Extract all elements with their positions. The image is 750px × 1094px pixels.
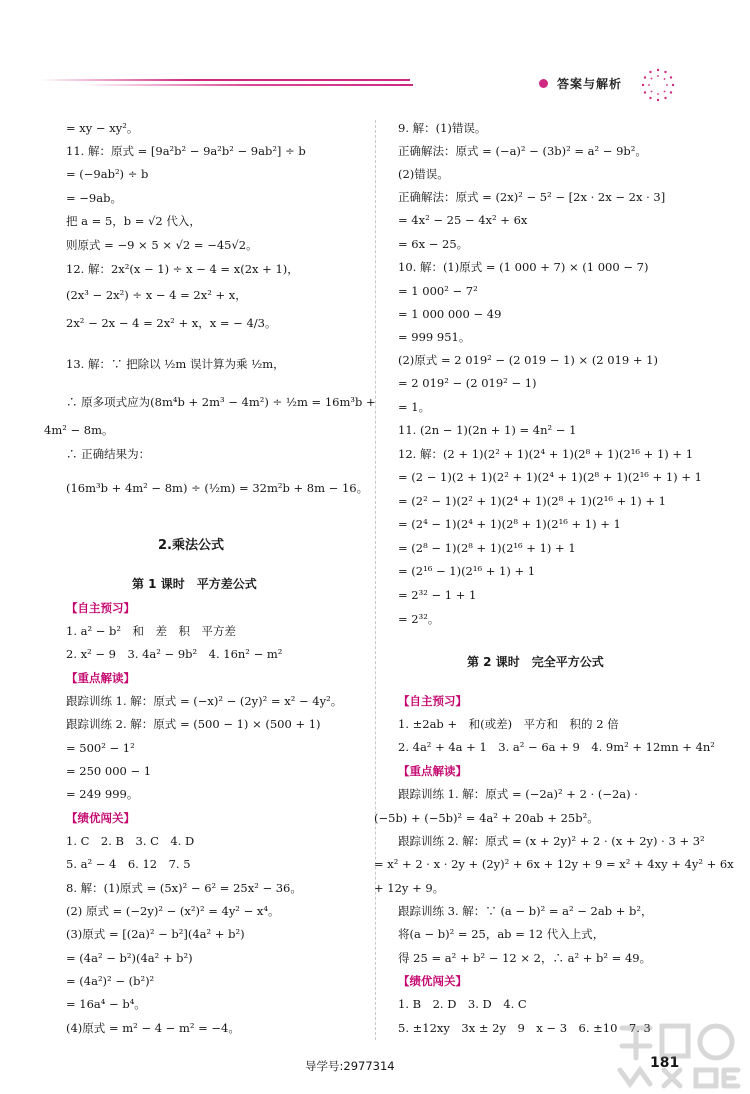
text-line: = x² + 2 · x · 2y + (2y)² + 6x + 12y + 9 = x² + 4xy + 4y² + 6x xyxy=(374,857,734,871)
text-line: = 2³² − 1 + 1 xyxy=(398,588,477,602)
text-line: + 12y + 9。 xyxy=(374,881,445,895)
text-line: = (−9ab²) ÷ b xyxy=(66,167,149,181)
section-tag: 【重点解读】 xyxy=(66,671,135,685)
text-line: 5. a² − 4 6. 12 7. 5 xyxy=(66,857,191,871)
text-line: 10. 解：(1)原式 = (1 000 + 7) × (1 000 − 7) xyxy=(398,260,649,274)
column-divider xyxy=(375,120,376,1040)
text-line: = (2² − 1)(2² + 1)(2⁴ + 1)(2⁸ + 1)(2¹⁶ + 1) + 1 xyxy=(398,494,666,508)
text-line: = (4a² − b²)(4a² + b²) xyxy=(66,951,193,965)
header-dot-icon xyxy=(539,79,548,88)
text-line: = 500² − 1² xyxy=(66,741,135,755)
lesson-title: 第 2 课时 完全平方公式 xyxy=(467,655,604,669)
text-line: = 16a⁴ − b⁴。 xyxy=(66,997,146,1011)
section-tag: 【自主预习】 xyxy=(66,601,135,615)
text-line: = 999 951。 xyxy=(398,330,471,344)
text-line: 1. a² − b² 和 差 积 平方差 xyxy=(66,624,237,638)
text-line: (2)错误。 xyxy=(398,167,449,181)
section-tag: 【重点解读】 xyxy=(398,764,467,778)
watermark-logo-icon xyxy=(612,1018,742,1090)
text-line: 12. 解：2x²(x − 1) ÷ x − 4 = x(2x + 1)， xyxy=(66,262,299,276)
text-line: = (4a²)² − (b²)² xyxy=(66,974,155,988)
header-decor-lines xyxy=(40,79,410,88)
text-line: 9. 解：(1)错误。 xyxy=(398,121,487,135)
text-line: 2. 4a² + 4a + 1 3. a² − 6a + 9 4. 9m² + 12mn + 4n² xyxy=(398,740,715,754)
lesson-title: 第 1 课时 平方差公式 xyxy=(132,577,257,591)
text-line: 1. ±2ab + 和(或差) 平方和 积的 2 倍 xyxy=(398,717,619,731)
text-line: = (2⁸ − 1)(2⁸ + 1)(2¹⁶ + 1) + 1 xyxy=(398,541,576,555)
text-line: 11. (2n − 1)(2n + 1) = 4n² − 1 xyxy=(398,423,577,437)
text-line: 8. 解：(1)原式 = (5x)² − 6² = 25x² − 36。 xyxy=(66,881,302,895)
text-line: = 1。 xyxy=(398,400,431,414)
text-line: (16m³b + 4m² − 8m) ÷ (½m) = 32m²b + 8m − 16。 xyxy=(66,481,369,495)
text-line: 2. x² − 9 3. 4a² − 9b² 4. 16n² − m² xyxy=(66,647,283,661)
section-tag: 【绩优闯关】 xyxy=(66,811,135,825)
text-line: 2x² − 2x − 4 = 2x² + x，x = − 4/3。 xyxy=(66,316,277,330)
text-line: (2)原式 = 2 019² − (2 019 − 1) × (2 019 + 1) xyxy=(398,353,658,367)
text-line: = 2³²。 xyxy=(398,612,440,626)
header-title: 答案与解析 xyxy=(557,77,623,91)
text-line: 跟踪训练 3. 解：∵ (a − b)² = a² − 2ab + b²， xyxy=(398,904,653,918)
text-line: = 2 019² − (2 019² − 1) xyxy=(398,376,537,390)
dotted-ring-icon xyxy=(640,67,676,103)
text-line: 跟踪训练 2. 解：原式 = (500 − 1) × (500 + 1) xyxy=(66,717,321,731)
text-line: = −9ab。 xyxy=(66,191,122,205)
text-line: = (2⁴ − 1)(2⁴ + 1)(2⁸ + 1)(2¹⁶ + 1) + 1 xyxy=(398,517,621,531)
text-line: 则原式 = −9 × 5 × √2 = −45√2。 xyxy=(66,238,258,252)
text-line: ∴ 正确结果为： xyxy=(66,447,151,461)
text-line: 1. C 2. B 3. C 4. D xyxy=(66,834,195,848)
text-line: 跟踪训练 2. 解：原式 = (x + 2y)² + 2 · (x + 2y) · 3 + 3² xyxy=(398,834,705,848)
text-line: 得 25 = a² + b² − 12 × 2，∴ a² + b² = 49。 xyxy=(398,951,652,965)
text-line: = (2 − 1)(2 + 1)(2² + 1)(2⁴ + 1)(2⁸ + 1)(2¹⁶ + 1) + 1 xyxy=(398,470,702,484)
text-line: 将(a − b)² = 25，ab = 12 代入上式， xyxy=(398,927,605,941)
text-line: = 1 000² − 7² xyxy=(398,284,478,298)
text-line: 1. B 2. D 3. D 4. C xyxy=(398,997,527,1011)
text-line: = xy − xy²。 xyxy=(66,121,139,135)
text-line: 把 a = 5，b = √2 代入， xyxy=(66,214,201,228)
text-line: = 249 999。 xyxy=(66,787,139,801)
text-line: = 250 000 − 1 xyxy=(66,764,152,778)
text-line: (2) 原式 = (−2y)² − (x²)² = 4y² − x⁴。 xyxy=(66,904,280,918)
text-line: 13. 解：∵ 把除以 ½m 误计算为乘 ½m， xyxy=(66,357,285,371)
text-line: 跟踪训练 1. 解：原式 = (−x)² − (2y)² = x² − 4y²。 xyxy=(66,694,343,708)
text-line: = 1 000 000 − 49 xyxy=(398,307,502,321)
section-tag: 【绩优闯关】 xyxy=(398,974,467,988)
text-line: (2x³ − 2x²) ÷ x − 4 = 2x² + x， xyxy=(66,288,247,302)
text-line: = 4x² − 25 − 4x² + 6x xyxy=(398,213,528,227)
text-line: 4m² − 8m。 xyxy=(44,423,114,437)
section-title: 2.乘法公式 xyxy=(158,538,224,553)
text-line: 12. 解：(2 + 1)(2² + 1)(2⁴ + 1)(2⁸ + 1)(2¹⁶ + 1) + 1 xyxy=(398,447,694,461)
text-line: (4)原式 = m² − 4 − m² = −4。 xyxy=(66,1021,240,1035)
text-line: (3)原式 = [(2a)² − b²](4a² + b²) xyxy=(66,927,245,941)
footer-code: 导学号:2977314 xyxy=(305,1059,395,1073)
text-line: = (2¹⁶ − 1)(2¹⁶ + 1) + 1 xyxy=(398,564,536,578)
text-line: (−5b) + (−5b)² = 4a² + 20ab + 25b²。 xyxy=(374,811,599,825)
text-line: 跟踪训练 1. 解：原式 = (−2a)² + 2 · (−2a) · xyxy=(398,787,638,801)
page-number: 181 xyxy=(650,1055,680,1071)
text-line: = 6x − 25。 xyxy=(398,237,469,251)
text-line: 正确解法：原式 = (−a)² − (3b)² = a² − 9b²。 xyxy=(398,144,647,158)
text-line: 正确解法：原式 = (2x)² − 5² − [2x · 2x − 2x · 3] xyxy=(398,190,666,204)
text-line: 11. 解：原式 = [9a²b² − 9a²b² − 9ab²] ÷ b xyxy=(66,144,306,158)
text-line: 5. ±12xy 3x ± 2y 9 x − 3 6. ±10 7. 3 xyxy=(398,1021,651,1035)
text-line: ∴ 原多项式应为(8m⁴b + 2m³ − 4m²) ÷ ½m = 16m³b + xyxy=(66,395,376,409)
section-tag: 【自主预习】 xyxy=(398,694,467,708)
